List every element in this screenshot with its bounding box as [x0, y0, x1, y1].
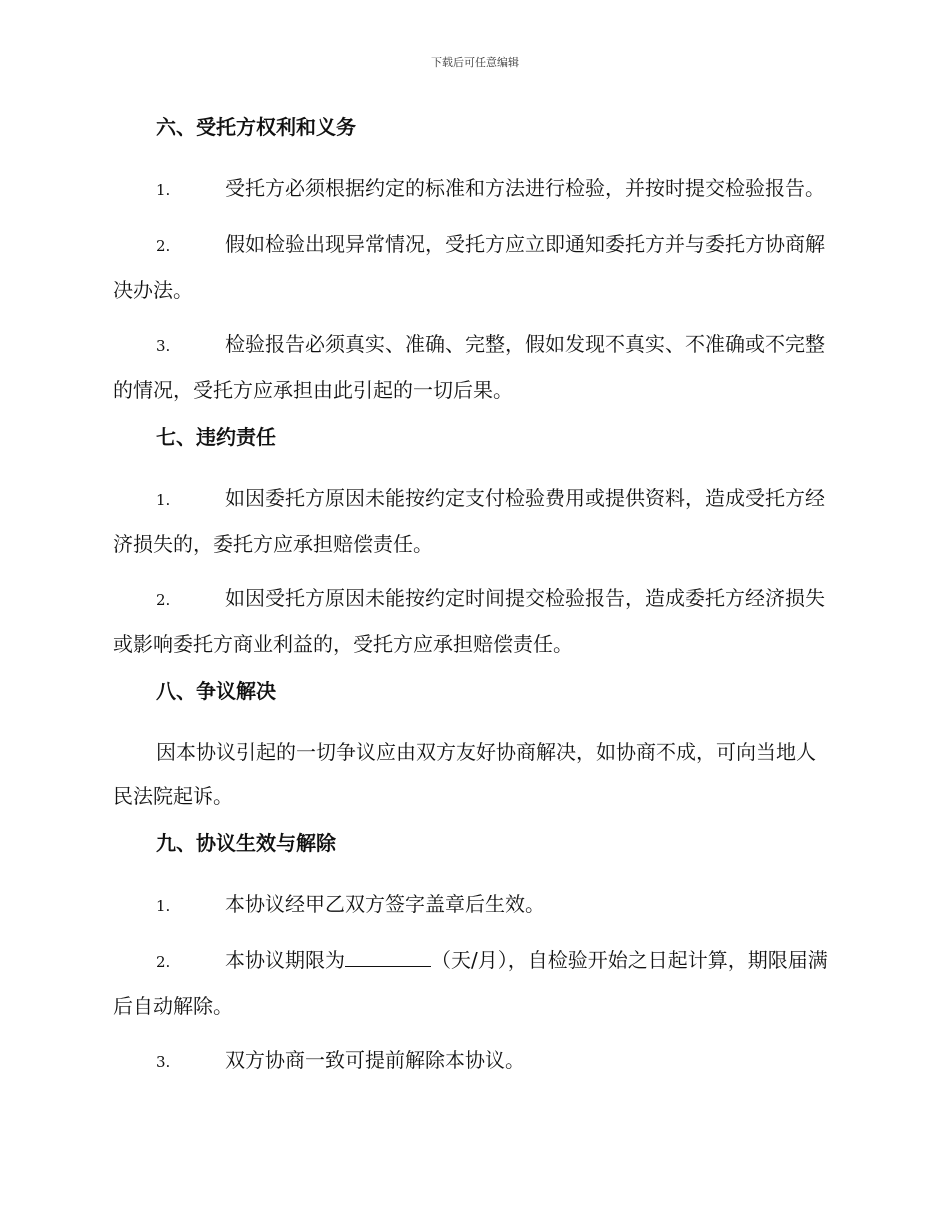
clause-number: 1.: [156, 181, 171, 199]
section-heading-9: 九、协议生效与解除: [156, 831, 336, 855]
clause-text-after-blank: （天/月），自检验开始之日起计算，期限届满后自动解除。: [113, 948, 828, 1018]
section-heading-8: 八、争议解决: [156, 679, 276, 703]
clause-text: 假如检验出现异常情况，受托方应立即通知委托方并与委托方协商解决办法。: [113, 232, 825, 302]
clause-7-1: [113, 476, 833, 566]
clause-6-3: [113, 322, 833, 412]
clause-6-1: [113, 166, 833, 212]
clause-number: 2.: [156, 591, 171, 609]
clause-7-2: [113, 576, 833, 666]
document-body: [113, 112, 833, 1094]
clause-number: 1.: [156, 491, 171, 509]
clause-number: 3.: [156, 337, 171, 355]
clause-6-2: [113, 222, 833, 312]
section-heading-6: 六、受托方权利和义务: [156, 115, 356, 139]
clause-9-3: [113, 1038, 833, 1084]
clause-number: 2.: [156, 237, 171, 255]
page-header: 下载后可任意编辑: [431, 56, 519, 69]
clause-text: 检验报告必须真实、准确、完整，假如发现不真实、不准确或不完整的情况，受托方应承担由此引起的一切后果。: [113, 332, 825, 402]
clause-9-2: [113, 938, 833, 1028]
clause-number: 3.: [156, 1053, 171, 1071]
clause-text: 如因委托方原因未能按约定支付检验费用或提供资料，造成受托方经济损失的，委托方应承担赔偿责任。: [113, 486, 825, 556]
clause-text: 双方协商一致可提前解除本协议。: [225, 1048, 525, 1072]
term-blank-line: [345, 946, 431, 967]
clause-text: 受托方必须根据约定的标准和方法进行检验，并按时提交检验报告。: [225, 176, 825, 200]
clause-text: 如因受托方原因未能按约定时间提交检验报告，造成委托方经济损失或影响委托方商业利益的，受托方应承担赔偿责任。: [113, 586, 825, 656]
clause-9-1: [113, 882, 833, 928]
clause-number: 2.: [156, 953, 171, 971]
dispute-paragraph: 因本协议引起的一切争议应由双方友好协商解决，如协商不成，可向当地人民法院起诉。: [113, 740, 816, 808]
section-heading-7: 七、违约责任: [156, 425, 276, 449]
clause-text: 本协议经甲乙双方签字盖章后生效。: [225, 892, 545, 916]
clause-text-before-blank: 本协议期限为: [225, 948, 345, 972]
clause-number: 1.: [156, 897, 171, 915]
